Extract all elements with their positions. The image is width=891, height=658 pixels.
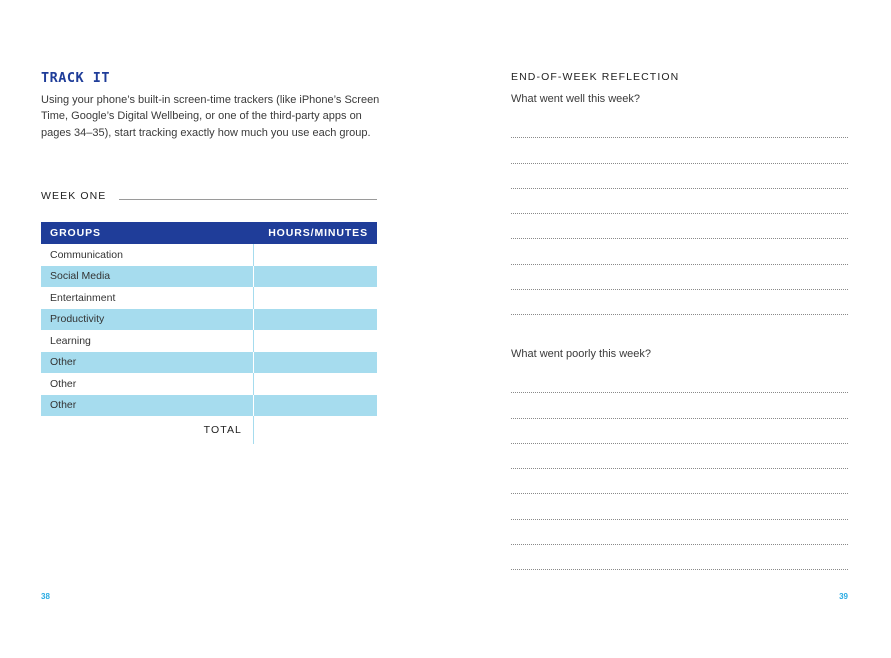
hours-field[interactable]	[253, 352, 377, 374]
total-label: TOTAL	[203, 424, 242, 436]
group-name: Learning	[50, 334, 91, 347]
tracking-table	[41, 222, 377, 444]
hours-field[interactable]	[253, 309, 377, 331]
header-hours-minutes: HOURS/MINUTES	[268, 227, 368, 239]
writing-line[interactable]	[511, 444, 848, 469]
track-it-heading: TRACK IT	[41, 70, 111, 86]
writing-lines-went-well[interactable]	[511, 113, 848, 315]
week-label: WEEK ONE	[41, 190, 107, 202]
table-row	[41, 266, 377, 288]
right-page	[445, 0, 891, 658]
page-number-left: 38	[41, 592, 50, 601]
total-row	[41, 416, 377, 444]
prompt-went-well: What went well this week?	[511, 93, 640, 105]
hours-field[interactable]	[253, 266, 377, 288]
writing-line[interactable]	[511, 138, 848, 163]
table-row	[41, 244, 377, 266]
writing-line[interactable]	[511, 239, 848, 264]
writing-line[interactable]	[511, 469, 848, 494]
table-row	[41, 287, 377, 309]
writing-line[interactable]	[511, 214, 848, 239]
writing-line[interactable]	[511, 164, 848, 189]
page-number-right: 39	[839, 592, 848, 601]
writing-line[interactable]	[511, 265, 848, 290]
table-row	[41, 309, 377, 331]
writing-line[interactable]	[511, 494, 848, 519]
group-name: Other	[50, 377, 77, 390]
hours-field[interactable]	[253, 373, 377, 395]
group-name: Communication	[50, 248, 123, 261]
writing-line[interactable]	[511, 393, 848, 418]
group-name: Social Media	[50, 270, 111, 283]
table-row	[41, 395, 377, 417]
reflection-heading: END-OF-WEEK REFLECTION	[511, 71, 680, 83]
writing-line[interactable]	[511, 290, 848, 315]
left-page	[0, 0, 445, 658]
group-name: Other	[50, 399, 77, 412]
hours-field[interactable]	[253, 287, 377, 309]
header-groups: GROUPS	[50, 227, 101, 239]
writing-line[interactable]	[511, 520, 848, 545]
table-row	[41, 373, 377, 395]
writing-line[interactable]	[511, 419, 848, 444]
hours-field[interactable]	[253, 395, 377, 417]
writing-line[interactable]	[511, 189, 848, 214]
hours-field[interactable]	[253, 244, 377, 266]
table-row	[41, 352, 377, 374]
writing-line[interactable]	[511, 113, 848, 138]
table-header	[41, 222, 377, 244]
group-name: Other	[50, 356, 77, 369]
writing-line[interactable]	[511, 545, 848, 570]
hours-field[interactable]	[253, 330, 377, 352]
prompt-went-poorly: What went poorly this week?	[511, 348, 652, 360]
writing-lines-went-poorly[interactable]	[511, 368, 848, 570]
group-name: Productivity	[50, 313, 105, 326]
total-field[interactable]	[253, 416, 377, 444]
group-name: Entertainment	[50, 291, 116, 304]
writing-line[interactable]	[511, 368, 848, 393]
week-underline	[119, 199, 377, 200]
table-row	[41, 330, 377, 352]
intro-paragraph: Using your phone’s built-in screen-time trackers (like iPhone’s Screen Time, Google’s Digital Wellbeing, or one of the third-party apps on pages 34–35), start tracking exactly how much you use each group.	[41, 94, 380, 139]
